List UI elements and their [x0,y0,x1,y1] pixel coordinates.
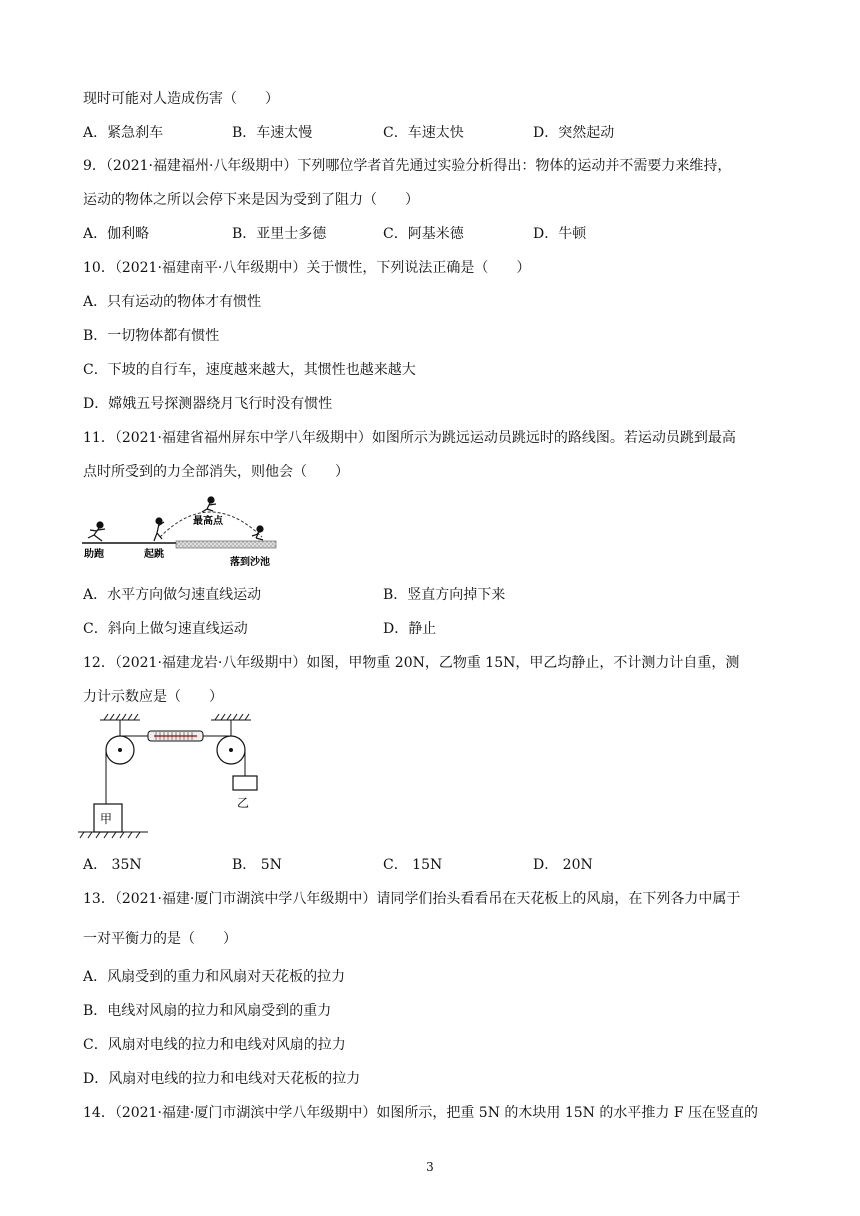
question-11-stem-line1: 11．（2021·福建省福州屏东中学八年级期中）如图所示为跳远运动员跳远时的路线图。若运动员跳到最高 [83,430,736,446]
figure-label-peak: 最高点 [193,516,223,527]
question-12-stem-line1: 12．（2021·福建龙岩·八年级期中）如图，甲物重 20N，乙物重 15N，甲乙均静止，不计测力计自重，测 [83,655,740,671]
block-yi-label: 乙 [237,796,250,810]
pulley-left-axle [118,748,122,752]
long-jump-figure [80,495,280,575]
question-12-option-a: A． 35N [83,857,142,873]
question-9-option-c: C．阿基米德 [383,226,464,242]
pulley-spring-scale-figure [78,712,278,842]
figure-label-sandpit: 落到沙池 [230,557,270,568]
floor [78,832,148,838]
question-8-continuation: 现时可能对人造成伤害（ ） [83,91,279,107]
runner-icon [88,522,105,541]
question-10-option-b: B．一切物体都有惯性 [83,328,220,344]
question-9-stem-line1: 9．（2021·福建福州·八年级期中）下列哪位学者首先通过实验分析得出：物体的运动并不需要力来维持， [83,158,732,174]
spring-scale [148,731,203,741]
question-12-option-c: C． 15N [383,857,443,873]
question-13-option-d: D．风扇对电线的拉力和电线对天花板的拉力 [83,1071,361,1087]
question-11-option-c: C．斜向上做匀速直线运动 [83,621,248,637]
pulley-right-axle [229,748,233,752]
question-9-option-b: B．亚里士多德 [232,226,327,242]
takeoff-jumper-icon [154,518,164,541]
question-11-option-d: D．静止 [383,621,437,637]
question-8-option-d: D．突然起动 [533,125,615,141]
sand-pit [176,541,276,548]
question-10-option-c: C．下坡的自行车，速度越来越大，其惯性也越来越大 [83,362,416,378]
question-13-option-a: A．风扇受到的重力和风扇对天花板的拉力 [83,969,346,985]
question-9-stem-line2: 运动的物体之所以会停下来是因为受到了阻力（ ） [83,192,419,208]
peak-jumper-icon [202,497,216,512]
question-9-option-d: D．牛顿 [533,226,587,242]
question-8-option-a: A．紧急刹车 [83,125,164,141]
question-13-stem-line1: 13．（2021·福建·厦门市湖滨中学八年级期中）请同学们抬头看看吊在天花板上的风扇，在下列各力中属于 [83,891,741,907]
block-jia-label: 甲 [100,812,113,826]
figure-label-run: 助跑 [84,549,104,560]
question-13-option-b: B．电线对风扇的拉力和风扇受到的重力 [83,1003,332,1019]
question-11-option-b: B．竖直方向掉下来 [383,587,506,603]
question-14-stem-line1: 14．（2021·福建·厦门市湖滨中学八年级期中）如图所示，把重 5N 的木块用 15N 的水平推力 F 压在竖直的 [83,1105,758,1121]
question-10-option-a: A．只有运动的物体才有惯性 [83,294,262,310]
question-8-option-c: C．车速太快 [383,125,464,141]
question-11-stem-line2: 点时所受到的力全部消失，则他会（ ） [83,464,349,480]
question-13-stem-line2: 一对平衡力的是（ ） [83,931,237,947]
page-number: 3 [426,1160,434,1174]
figure-label-takeoff: 起跳 [144,549,164,560]
question-13-option-c: C．风扇对电线的拉力和电线对风扇的拉力 [83,1037,346,1053]
question-10-stem: 10．（2021·福建南平·八年级期中）关于惯性，下列说法正确是（ ） [83,260,531,276]
question-11-option-a: A．水平方向做匀速直线运动 [83,587,262,603]
question-8-option-b: B．车速太慢 [232,125,313,141]
question-10-option-d: D．嫦娥五号探测器绕月飞行时没有惯性 [83,396,333,412]
question-12-stem-line2: 力计示数应是（ ） [83,689,223,705]
question-12-option-b: B． 5N [232,857,282,873]
question-12-option-d: D． 20N [533,857,593,873]
question-9-option-a: A．伽利略 [83,226,150,242]
block-yi [233,776,257,790]
